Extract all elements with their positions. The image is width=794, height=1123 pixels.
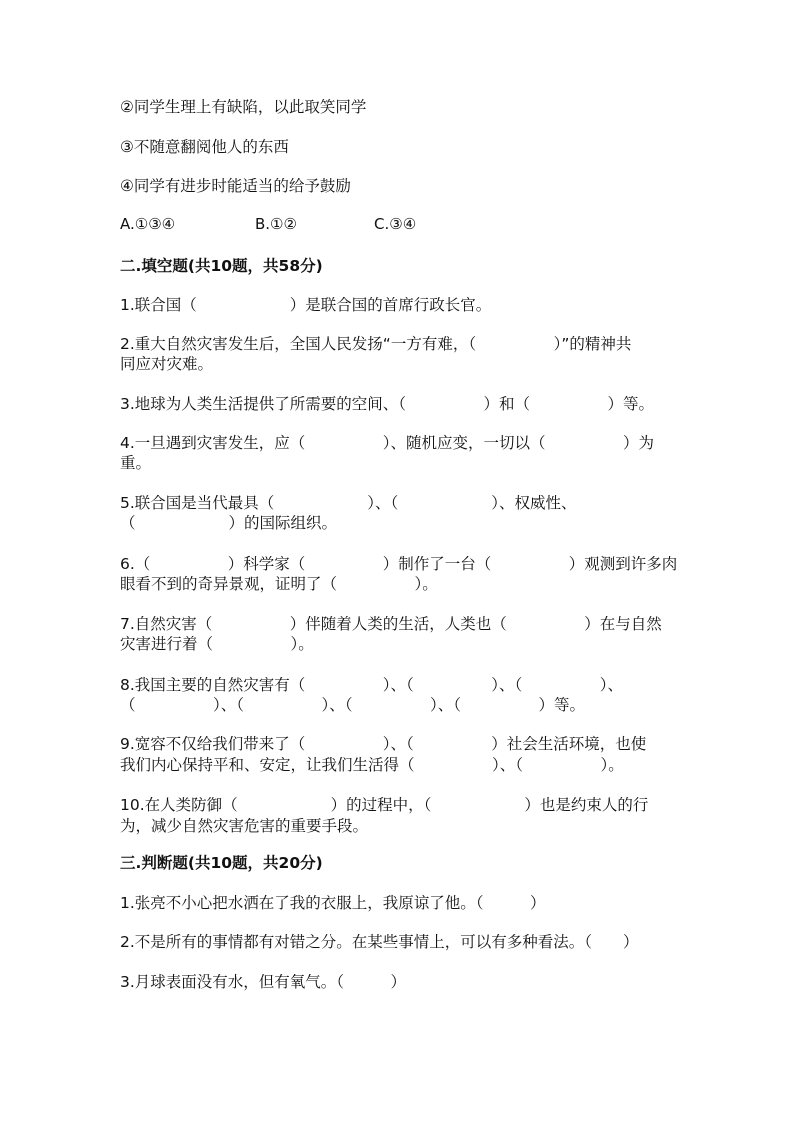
option-2: ②同学生理上有缺陷，以此取笑同学	[120, 98, 367, 116]
fill-q6-line2: 眼看不到的奇异景观，证明了（ ）。	[120, 575, 438, 593]
fill-q2-line2: 同应对灾难。	[120, 355, 214, 373]
judge-q1: 1.张亮不小心把水洒在了我的衣服上，我原谅了他。（ ）	[120, 894, 546, 912]
fill-q7-line2: 灾害进行着（ ）。	[120, 635, 314, 653]
fill-q1: 1.联合国（ ）是联合国的首席行政长官。	[120, 296, 492, 314]
option-4: ④同学有进步时能适当的给予鼓励	[120, 177, 351, 195]
choice-a: A.①③④	[120, 215, 176, 233]
choice-c: C.③④	[374, 215, 417, 233]
fill-q3: 3.地球为人类生活提供了所需要的空间、（ ）和（ ）等。	[120, 395, 655, 413]
option-3: ③不随意翻阅他人的东西	[120, 138, 289, 156]
fill-q8-line2: （ ）、（ ）、（ ）、（ ）等。	[120, 696, 586, 714]
fill-q7-line1: 7.自然灾害（ ）伴随着人类的生活，人类也（ ）在与自然	[120, 615, 662, 633]
fill-q5-line2: （ ）的国际组织。	[120, 514, 338, 532]
choice-b: B.①②	[255, 215, 297, 233]
fill-q4-line2: 重。	[120, 454, 152, 472]
fill-q10-line2: 为，减少自然灾害危害的重要手段。	[120, 817, 369, 835]
judge-q2: 2.不是所有的事情都有对错之分。在某些事情上，可以有多种看法。（ ）	[120, 933, 639, 951]
fill-q10-line1: 10.在人类防御（ ）的过程中，（ ）也是约束人的行	[120, 796, 649, 814]
fill-q2-line1: 2.重大自然灾害发生后，全国人民发扬“一方有难，（ ）”的精神共	[120, 335, 632, 353]
fill-q9-line1: 9.宽容不仅给我们带来了（ ）、（ ）社会生活环境，也使	[120, 735, 647, 753]
judge-q3: 3.月球表面没有水，但有氧气。（ ）	[120, 973, 407, 991]
fill-q6-line1: 6.（ ）科学家（ ）制作了一台（ ）观测到许多肉	[120, 555, 678, 573]
answer-choices	[120, 215, 680, 235]
fill-q8-line1: 8.我国主要的自然灾害有（ ）、（ ）、（ ）、	[120, 676, 624, 694]
fill-q5-line1: 5.联合国是当代最具（ ）、（ ）、权威性、	[120, 494, 577, 512]
section-2-heading: 二.填空题(共10题，共58分)	[120, 257, 323, 275]
section-3-heading: 三.判断题(共10题，共20分)	[120, 854, 323, 872]
fill-q9-line2: 我们内心保持平和、安定，让我们生活得（ ）、（ ）。	[120, 756, 624, 774]
fill-q4-line1: 4.一旦遇到灾害发生，应（ ）、随机应变，一切以（ ）为	[120, 434, 655, 452]
